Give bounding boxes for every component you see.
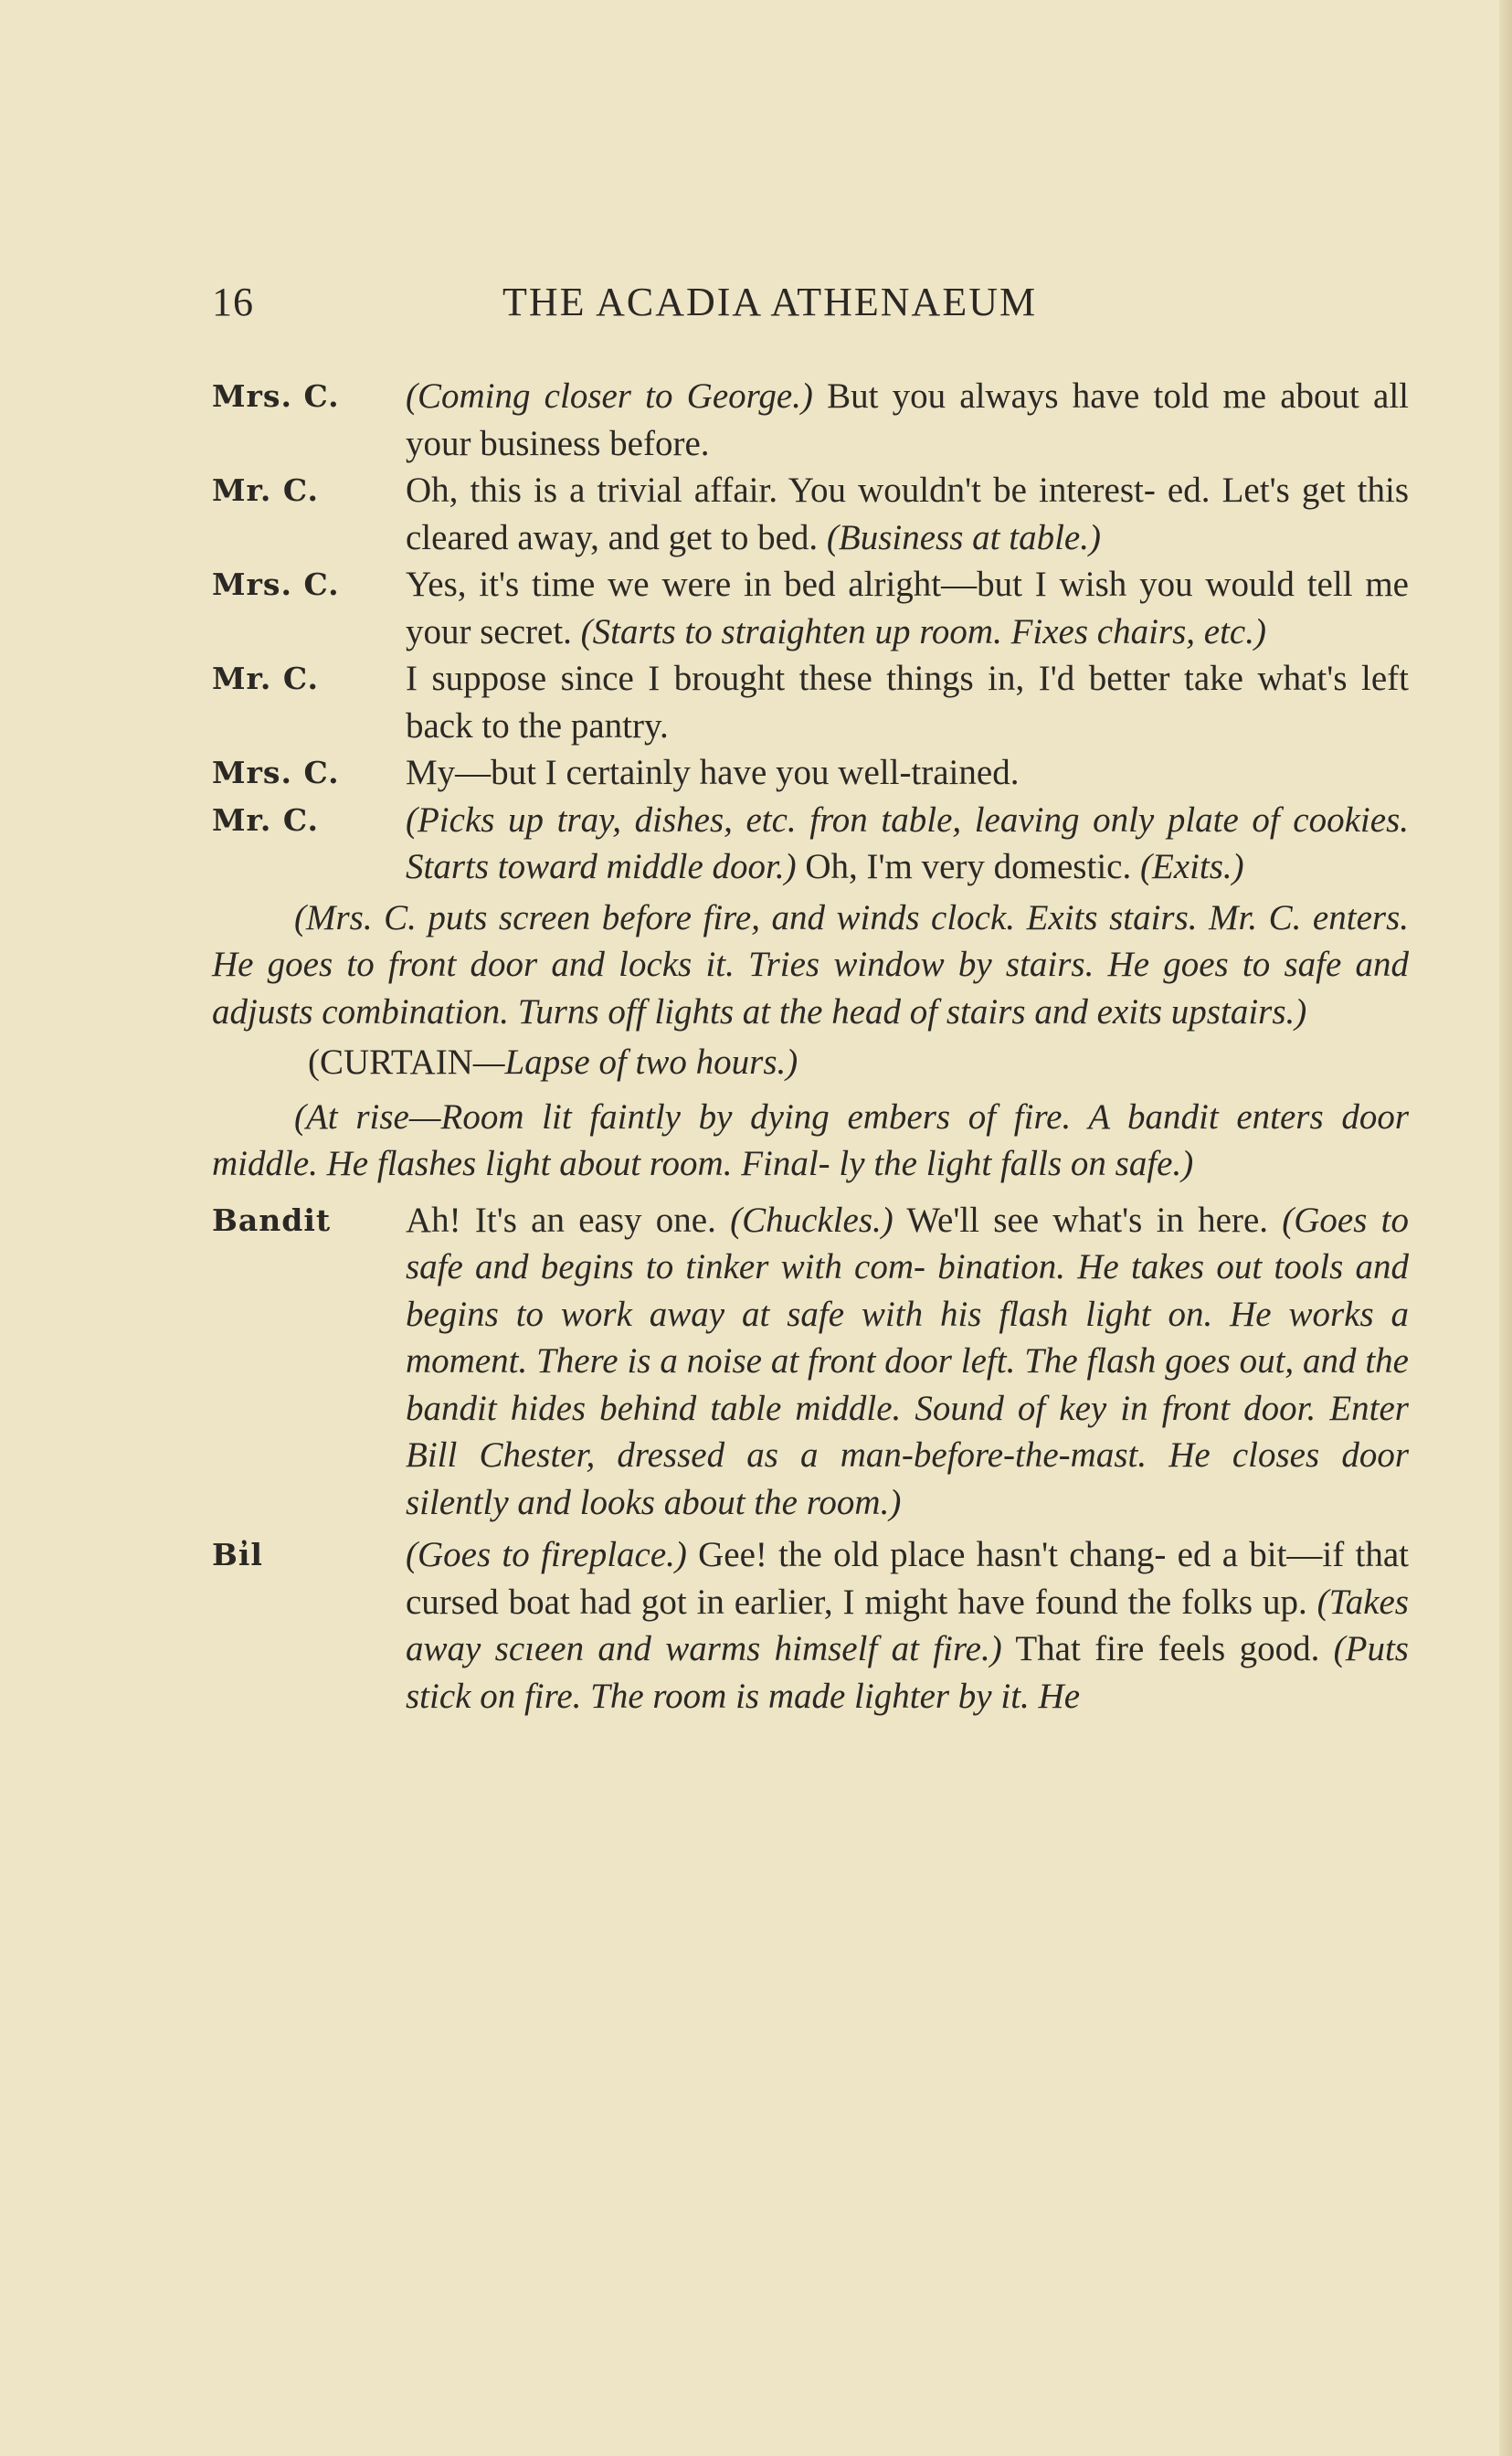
speech [406,467,1409,561]
stage-direction-block: (At rise—Room lit faintly by dying embers of fire. A bandit enters door middle. He flashes light about room. Final- ly the light falls on safe.) [212,1096,1409,1183]
speech [406,749,1409,797]
speaker-name: Mr. C. [212,661,320,696]
speech-text: Oh, I'm very domestic. [796,847,1140,886]
stage-direction: (Takes away scıeen and warms himself at fire.) [406,1582,1409,1668]
stage-direction: (Business at table.) [826,517,1101,557]
speech-text: My—but I certainly have you well-trained. [406,753,1020,792]
speech [406,373,1409,467]
page-header [212,279,1409,330]
speaker-name: Mrs. C. [212,378,340,414]
dialogue-entry [212,373,1409,467]
speech-text: Gee! the old place hasn't chang- ed a bit—if that cursed boat had got in earlier, I might have found the folks up. [406,1535,1409,1622]
speech-text: But you always have told me about all your business before. [406,376,1409,463]
speech-text: Oh, this is a trivial affair. You wouldn't be interest- ed. Let's get this cleared away, and get to bed. [406,471,1409,557]
speaker-name: Mr. C. [212,472,320,508]
curtain-direction: —Lapse of two hours.) [472,1043,798,1082]
curtain-label: (CURTAIN [308,1043,473,1082]
speech [406,1531,1409,1720]
play-text [212,373,1409,1720]
dialogue-entry [212,467,1409,561]
speaker-name: Bi̓l [212,1537,263,1572]
speech [406,1197,1409,1527]
speech [406,797,1409,891]
stage-direction: (Exits.) [1139,847,1244,886]
stage-direction: (Starts to straighten up room. Fixes chairs, etc.) [580,611,1266,651]
speaker-name: Mrs. C. [212,755,340,790]
dialogue-entry [212,749,1409,797]
curtain-line [212,1039,1409,1086]
running-title: THE ACADIA ATHENAEUM [502,280,1038,324]
page-number: 16 [212,280,254,324]
stage-direction: (Picks up tray, dishes, etc. fron table, leaving only plate of cookies. Starts toward middle door.) [406,799,1409,886]
speech-text: Yes, it's time we were in bed alright—but I wish you would tell me your secret. [406,565,1409,651]
speaker-name: Mr. C. [212,801,320,838]
speech-text: Ah! It's an easy one. [406,1200,731,1240]
stage-direction: (Goes to fireplace.) [406,1535,687,1574]
speech [406,655,1409,749]
stage-direction: (Goes to safe and begins to tinker with com- bination. He takes out tools and begins to work away at safe with his flash light on. He works a moment. There is a noise at front door left. The flash goes out, and the bandit hides behind table middle. Sound of key in front door. Enter Bill Chester, dressed as a man-before-the-mast. He closes door silently and looks about the room.) [406,1200,1409,1522]
dialogue-entry [212,655,1409,749]
speech-text: That fire feels good. [1001,1629,1334,1668]
speech [406,561,1409,655]
dialogue-entry [212,561,1409,655]
dialogue-entry [212,1531,1409,1720]
speaker-name: Mrs. C. [212,566,340,602]
stage-direction: (Puts stick on fire. The room is made lighter by it. He [406,1629,1409,1716]
speech-text: I suppose since I brought these things in, I'd better take what's left back to the pantry. [406,659,1409,746]
stage-direction-block: (Mrs. C. puts screen before fire, and winds clock. Exits stairs. Mr. C. enters. He goes to front door and locks it. Tries window by stairs. He goes to safe and adjusts combination. Turns off lights at the head of stairs and exits upstairs.) [212,897,1409,1032]
stage-direction: (Coming closer to George.) [406,376,813,416]
dialogue-entry [212,1197,1409,1527]
page-edge [1499,0,1512,2456]
stage-direction: (Chuckles.) [730,1200,893,1240]
dialogue-entry [212,797,1409,891]
speaker-name: Bandit [212,1202,332,1238]
speech-text: We'll see what's in here. [893,1200,1283,1240]
